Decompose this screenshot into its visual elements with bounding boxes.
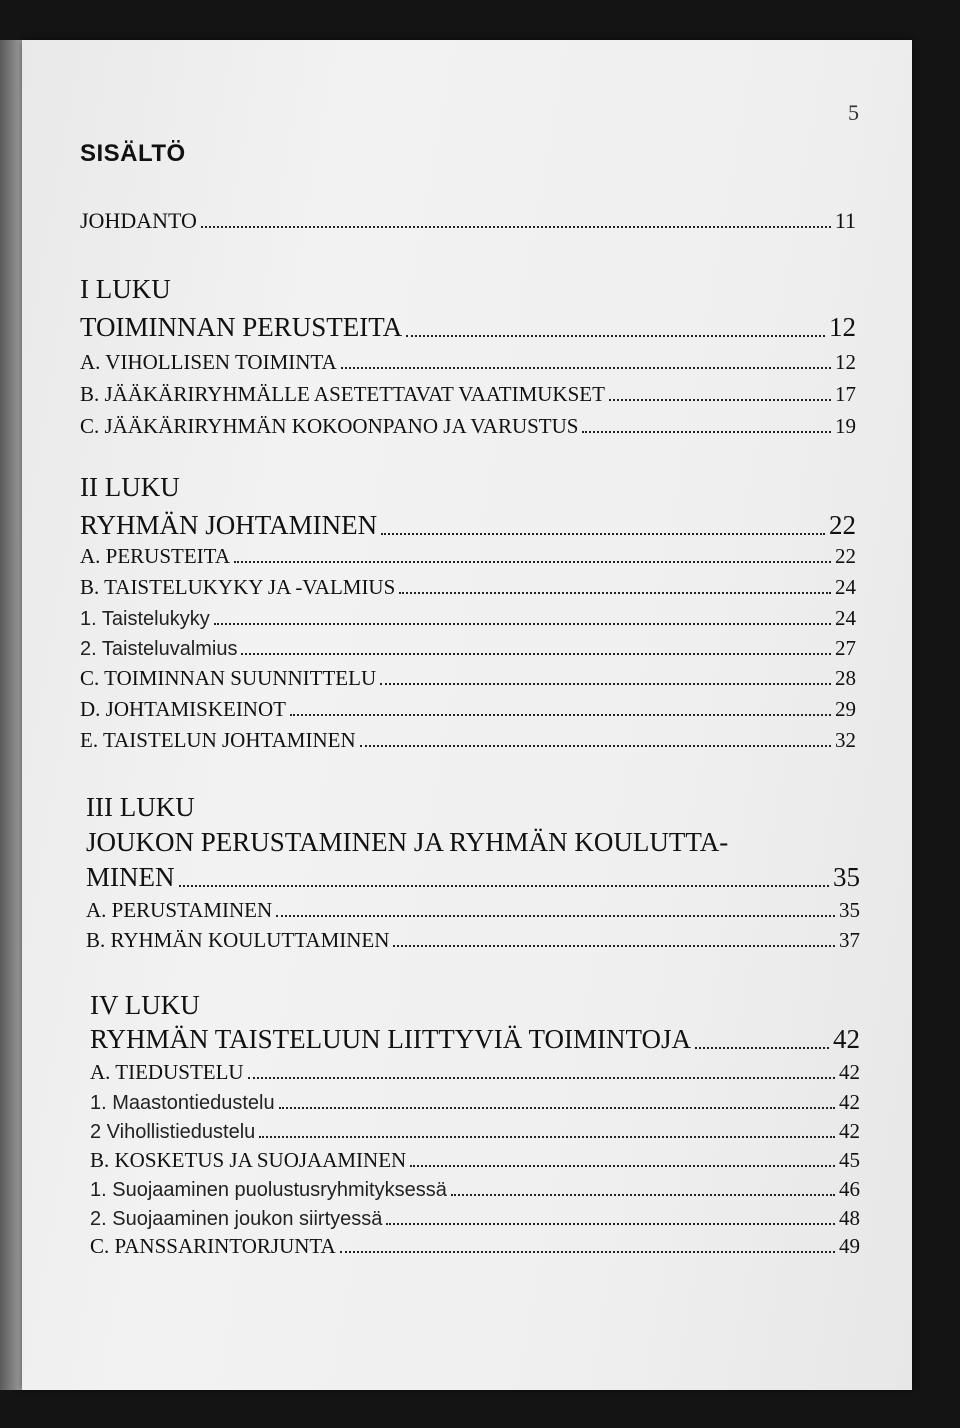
- leader-dots: [609, 399, 831, 401]
- toc-entry-page: 24: [835, 575, 856, 599]
- toc-subentry: [90, 1119, 860, 1144]
- toc-entry-page: 37: [839, 928, 860, 952]
- chapter-title-row: [90, 1024, 860, 1055]
- leader-dots: [279, 1107, 835, 1109]
- toc-entry-label: C. JÄÄKÄRIRYHMÄN KOKOONPANO JA VARUSTUS: [80, 414, 579, 438]
- toc-subentry: [90, 1206, 860, 1231]
- leader-dots: [201, 226, 831, 228]
- leader-dots: [214, 623, 831, 625]
- toc-entry-label: A. PERUSTEITA: [80, 544, 230, 568]
- leader-dots: [340, 1251, 835, 1253]
- toc-entry: [80, 382, 856, 407]
- toc-entry-page: 32: [835, 728, 856, 752]
- leader-dots: [386, 1223, 835, 1225]
- leader-dots: [234, 561, 831, 563]
- chapter-title: RYHMÄN JOHTAMINEN: [80, 510, 378, 540]
- chapter-heading: I LUKU: [80, 274, 171, 304]
- toc-entry: [86, 898, 860, 923]
- toc-entry-label: 2. Suojaaminen joukon siirtyessä: [90, 1208, 383, 1230]
- toc-entry: [80, 350, 856, 375]
- toc-entry-label: 1. Taistelukyky: [80, 608, 210, 630]
- toc-entry: [90, 1148, 860, 1173]
- toc-entry-page: 27: [835, 636, 856, 660]
- toc-entry: [80, 575, 856, 600]
- chapter-title-row: [80, 312, 856, 343]
- toc-entry: [80, 544, 856, 569]
- leader-dots: [179, 885, 830, 887]
- toc-entry-page: 17: [835, 382, 856, 406]
- toc-entry: [80, 414, 856, 439]
- toc-entry-page: 49: [839, 1234, 860, 1258]
- toc-entry-label: A. PERUSTAMINEN: [86, 898, 273, 922]
- toc-subentry: [90, 1177, 860, 1202]
- chapter-title: TOIMINNAN PERUSTEITA: [80, 312, 403, 342]
- leader-dots: [582, 431, 831, 433]
- toc-entry-label: 2. Taisteluvalmius: [80, 638, 238, 660]
- leader-dots: [290, 714, 831, 716]
- leader-dots: [399, 592, 831, 594]
- toc-entry-page: 42: [839, 1119, 860, 1143]
- toc-entry-page: 28: [835, 666, 856, 690]
- leader-dots: [410, 1165, 835, 1167]
- toc-entry-page: 22: [835, 544, 856, 568]
- chapter-page: 22: [829, 510, 856, 540]
- toc-entry-label: C. PANSSARINTORJUNTA: [90, 1234, 336, 1258]
- toc-entry-label: A. TIEDUSTELU: [90, 1060, 244, 1084]
- toc-entry-label: B. JÄÄKÄRIRYHMÄLLE ASETETTAVAT VAATIMUKSET: [80, 382, 605, 406]
- toc-entry-intro: [80, 208, 856, 234]
- toc-entry-page: 35: [839, 898, 860, 922]
- chapter-page: 35: [833, 862, 860, 892]
- toc-entry: [90, 1234, 860, 1259]
- toc-entry-label: D. JOHTAMISKEINOT: [80, 697, 286, 721]
- toc-entry: [90, 1060, 860, 1085]
- leader-dots: [276, 915, 835, 917]
- leader-dots: [380, 683, 831, 685]
- toc-entry-label: C. TOIMINNAN SUUNNITTELU: [80, 666, 377, 690]
- leader-dots: [248, 1077, 835, 1079]
- leader-dots: [381, 533, 825, 535]
- chapter-page: 42: [833, 1024, 860, 1054]
- toc-entry-label: 1. Suojaaminen puolustusryhmityksessä: [90, 1179, 447, 1201]
- toc-entry-label: 1. Maastontiedustelu: [90, 1092, 275, 1114]
- toc-title: SISÄLTÖ: [80, 140, 186, 167]
- leader-dots: [393, 945, 835, 947]
- toc-entry-page: 48: [839, 1206, 860, 1230]
- toc-entry: [80, 666, 856, 691]
- toc-entry-page: 24: [835, 606, 856, 630]
- leader-dots: [406, 335, 825, 337]
- toc-subentry: [80, 636, 856, 661]
- toc-entry: [86, 928, 860, 953]
- toc-entry-page: 42: [839, 1060, 860, 1084]
- chapter-heading: II LUKU: [80, 472, 180, 502]
- leader-dots: [360, 745, 831, 747]
- page-number: 5: [848, 100, 859, 125]
- toc-entry-page: 11: [834, 208, 856, 233]
- toc-entry-label: A. VIHOLLISEN TOIMINTA: [80, 350, 337, 374]
- toc-entry: [80, 697, 856, 722]
- toc-entry-label: B. RYHMÄN KOULUTTAMINEN: [86, 928, 390, 952]
- leader-dots: [259, 1136, 835, 1138]
- toc-entry-label: JOHDANTO: [80, 208, 197, 233]
- leader-dots: [341, 367, 831, 369]
- toc-entry-page: 29: [835, 697, 856, 721]
- chapter-title: MINEN: [86, 862, 175, 892]
- toc-entry-page: 19: [835, 414, 856, 438]
- chapter-heading: IV LUKU: [90, 990, 200, 1020]
- toc-entry-label: B. TAISTELUKYKY JA -VALMIUS: [80, 575, 396, 599]
- toc-entry-label: 2 Vihollistiedustelu: [90, 1121, 256, 1143]
- chapter-title-row: [80, 510, 856, 541]
- leader-dots: [241, 653, 831, 655]
- toc-entry-label: E. TAISTELUN JOHTAMINEN: [80, 728, 356, 752]
- leader-dots: [451, 1194, 835, 1196]
- toc-entry-page: 45: [839, 1148, 860, 1172]
- chapter-title: RYHMÄN TAISTELUUN LIITTYVIÄ TOIMINTOJA: [90, 1024, 692, 1054]
- toc-entry-page: 12: [835, 350, 856, 374]
- chapter-heading: III LUKU: [86, 792, 195, 822]
- chapter-title: JOUKON PERUSTAMINEN JA RYHMÄN KOULUTTA-: [86, 827, 729, 857]
- toc-entry: [80, 728, 856, 753]
- toc-entry-page: 46: [839, 1177, 860, 1201]
- toc-subentry: [80, 606, 856, 631]
- toc-entry-page: 42: [839, 1090, 860, 1114]
- toc-subentry: [90, 1090, 860, 1115]
- toc-entry-label: B. KOSKETUS JA SUOJAAMINEN: [90, 1148, 407, 1172]
- chapter-title-row: [86, 862, 860, 893]
- book-page: [22, 40, 912, 1390]
- leader-dots: [695, 1047, 829, 1049]
- chapter-page: 12: [829, 312, 856, 342]
